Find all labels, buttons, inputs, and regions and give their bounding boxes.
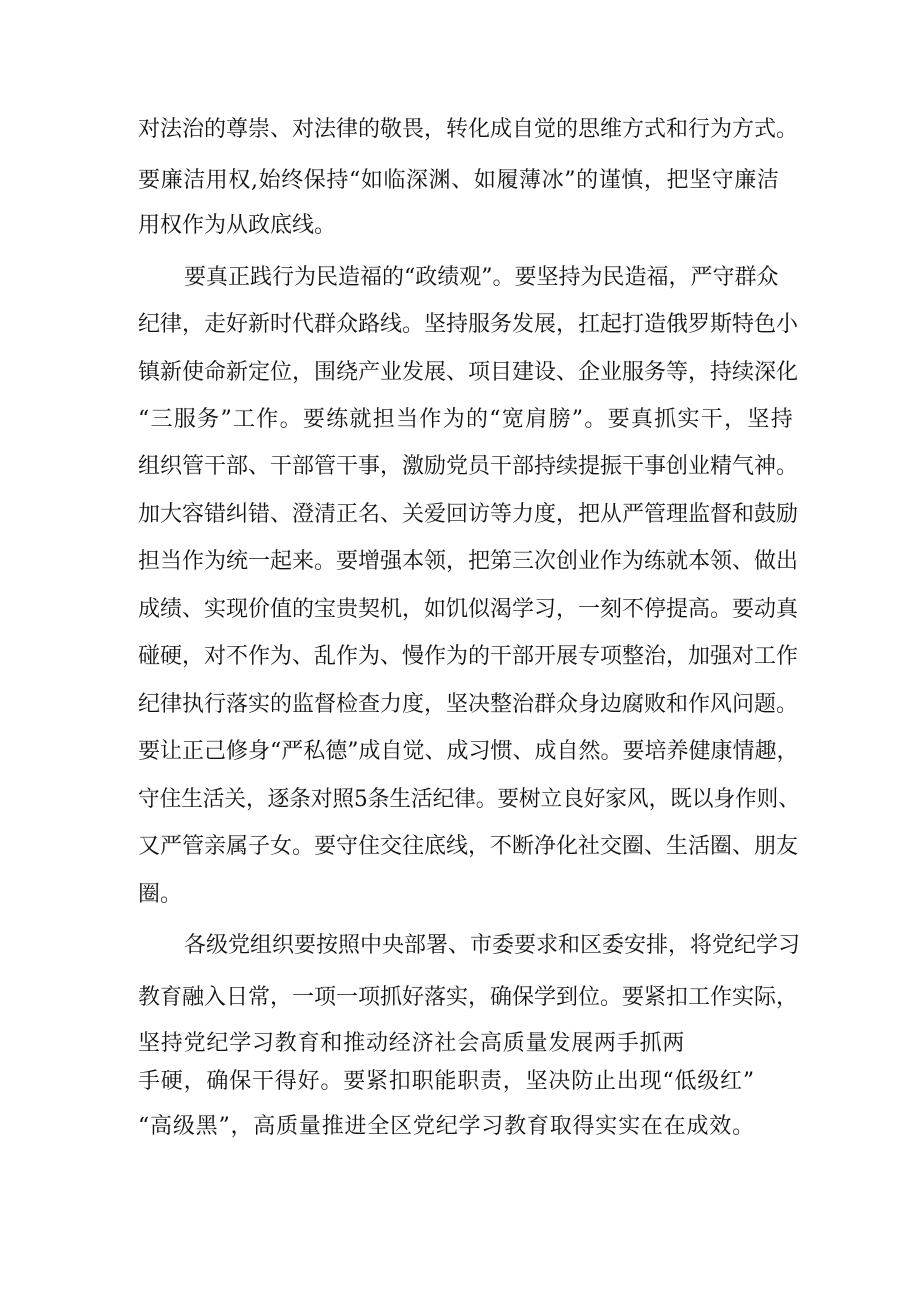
- text-line: 碰硬，对不作为、乱作为、慢作为的干部开展专项整治，加强对工作: [138, 644, 799, 669]
- text-line: 组织管干部、干部管干事，激励党员干部持续提振干事创业精气神。: [138, 454, 799, 479]
- text-line: 对法治的尊崇、对法律的敬畏，转化成自觉的思维方式和行为方式。: [138, 117, 799, 142]
- text-line: 用权作为从政底线。: [138, 213, 337, 238]
- text-line: 坚持党纪学习教育和推动经济社会高质量发展两手抓两: [138, 1031, 686, 1056]
- text-line: 纪律，走好新时代群众路线。坚持服务发展，扛起打造俄罗斯特色小: [138, 312, 799, 337]
- paragraph-first-line: 要真正践行为民造福的“政绩观”。要坚持为民造福，严守群众: [184, 265, 779, 290]
- text-line: 加大容错纠错、澄清正名、关爱回访等力度，把从严管理监督和鼓励: [138, 502, 799, 527]
- text-line: 要廉洁用权,始终保持“如临深渊、如履薄冰”的谨慎，把坚守廉洁: [138, 168, 780, 193]
- paragraph-first-line: 各级党组织要按照中央部署、市委要求和区委安排，将党纪学习: [184, 933, 801, 958]
- text-line: 成绩、实现价值的宝贵契机，如饥似渴学习，一刻不停提高。要动真: [138, 597, 799, 622]
- paragraph-last-line: 圈。: [138, 882, 183, 907]
- text-line: 镇新使命新定位，围绕产业发展、项目建设、企业服务等，持续深化: [138, 360, 799, 385]
- text-line: 教育融入日常，一项一项抓好落实，确保学到位。要紧扣工作实际，: [138, 985, 799, 1010]
- text-line: “高级黑”，高质量推进全区党纪学习教育取得实实在在成效。: [138, 1114, 755, 1139]
- text-line: 担当作为统一起来。要增强本领，把第三次创业作为练就本领、做出: [138, 549, 799, 574]
- text-line: 要让正己修身“严私德”成自觉、成习惯、成自然。要培养健康情趣，: [138, 739, 799, 764]
- text-line: “三服务”工作。要练就担当作为的“宽肩膀”。要真抓实干，坚持: [138, 407, 794, 432]
- text-line: 又严管亲属子女。要守住交往底线，不断净化社交圈、生活圈、朋友: [138, 834, 799, 859]
- text-line: 纪律执行落实的监督检查力度，坚决整治群众身边腐败和作风问题。: [138, 692, 799, 717]
- text-line: 守住生活关，逐条对照5条生活纪律。要树立良好家风，既以身作则、: [138, 787, 800, 812]
- text-line: 手硬，确保干得好。要紧扣职能职责，坚决防止出现“低级红”: [138, 1069, 755, 1094]
